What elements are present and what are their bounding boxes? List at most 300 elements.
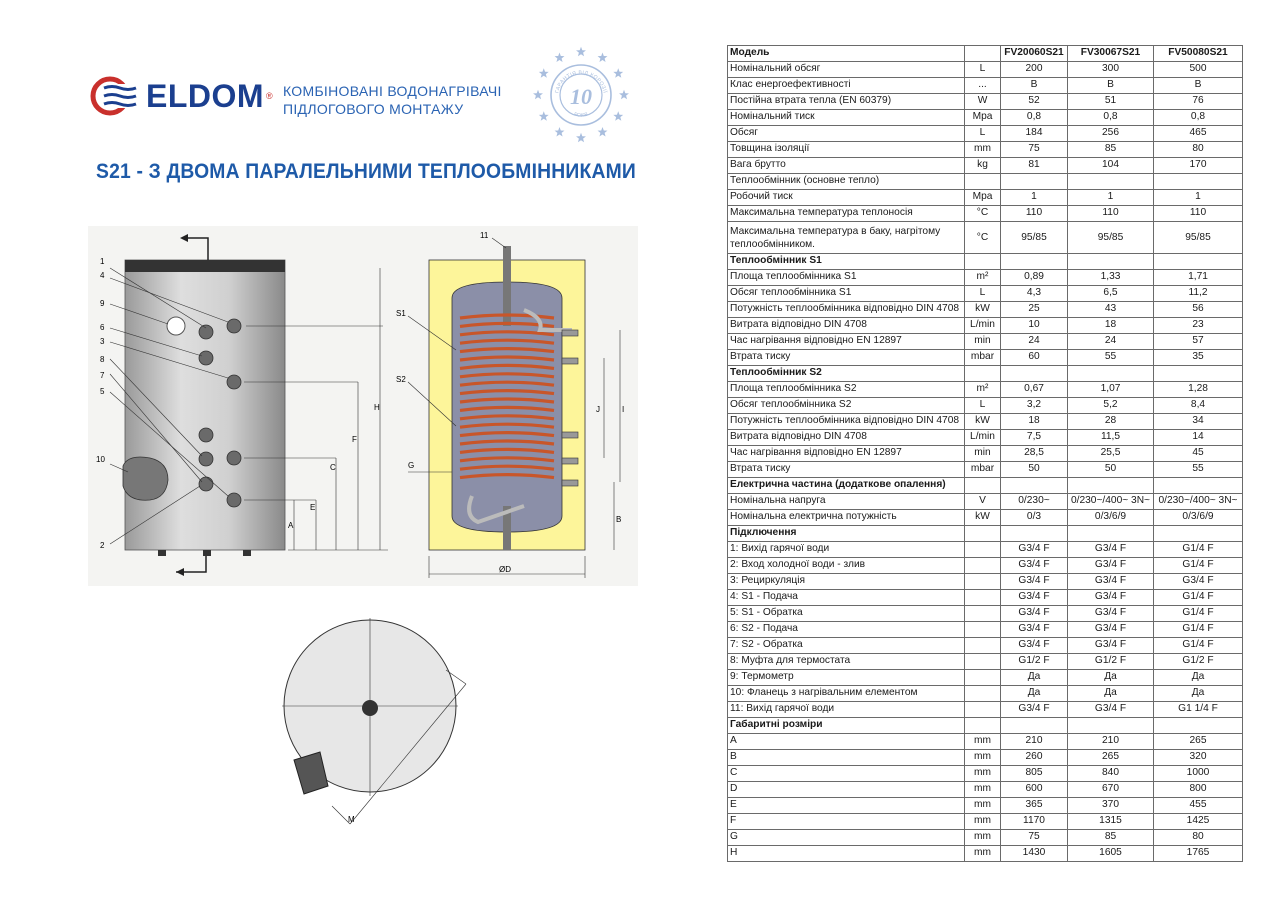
cell-model-2 bbox=[1068, 174, 1154, 190]
cell-model-2: 0,8 bbox=[1068, 110, 1154, 126]
cell-unit: L bbox=[965, 62, 1001, 78]
cell-model-2: 210 bbox=[1068, 734, 1154, 750]
cell-model-3: 1,71 bbox=[1154, 270, 1243, 286]
cell-unit bbox=[965, 174, 1001, 190]
label-7: 7 bbox=[100, 371, 105, 380]
cell-parameter: Площа теплообмінника S2 bbox=[728, 382, 965, 398]
cell-model-3: G1/4 F bbox=[1154, 638, 1243, 654]
table-row bbox=[728, 158, 1243, 174]
badge-bottom-text: РОКІВ bbox=[573, 111, 589, 119]
cell-parameter: Номінальний тиск bbox=[728, 110, 965, 126]
cell-unit: °C bbox=[965, 206, 1001, 222]
cell-model-2: 24 bbox=[1068, 334, 1154, 350]
cell-model-3 bbox=[1154, 254, 1243, 270]
cell-model-1: 75 bbox=[1001, 142, 1068, 158]
cell-model-2: G3/4 F bbox=[1068, 574, 1154, 590]
cell-model-3: 80 bbox=[1154, 830, 1243, 846]
cell-model-1 bbox=[1001, 526, 1068, 542]
dim-c: C bbox=[330, 463, 336, 472]
cell-unit: Mpa bbox=[965, 190, 1001, 206]
cell-parameter: F bbox=[728, 814, 965, 830]
cell-model-1: 10 bbox=[1001, 318, 1068, 334]
cell-unit bbox=[965, 638, 1001, 654]
cell-model-2: 300 bbox=[1068, 62, 1154, 78]
cell-model-3: 14 bbox=[1154, 430, 1243, 446]
cell-model-1: G3/4 F bbox=[1001, 590, 1068, 606]
table-row bbox=[728, 606, 1243, 622]
badge-top-text: ГАРАНТІЯ ВІД КОРОЗІЇ bbox=[554, 69, 608, 94]
cell-model-3: G1/4 F bbox=[1154, 590, 1243, 606]
cell-model-2: G3/4 F bbox=[1068, 638, 1154, 654]
cell-model-3: 110 bbox=[1154, 206, 1243, 222]
label-s2: S2 bbox=[396, 375, 406, 384]
cell-unit: mbar bbox=[965, 462, 1001, 478]
cell-parameter: Теплообмінник (основне тепло) bbox=[728, 174, 965, 190]
cell-model-1: 600 bbox=[1001, 782, 1068, 798]
table-row bbox=[728, 734, 1243, 750]
cell-model-2: 43 bbox=[1068, 302, 1154, 318]
header-model-3: FV50080S21 bbox=[1154, 46, 1243, 62]
cell-parameter: 6: S2 - Подача bbox=[728, 622, 965, 638]
cell-unit bbox=[965, 558, 1001, 574]
cell-unit bbox=[965, 366, 1001, 382]
cell-unit: W bbox=[965, 94, 1001, 110]
cell-model-1: 260 bbox=[1001, 750, 1068, 766]
cell-model-2: 840 bbox=[1068, 766, 1154, 782]
table-row bbox=[728, 542, 1243, 558]
cell-model-3: G1/4 F bbox=[1154, 542, 1243, 558]
star-icon bbox=[598, 127, 608, 136]
cell-model-2: 50 bbox=[1068, 462, 1154, 478]
cell-model-1: 24 bbox=[1001, 334, 1068, 350]
cell-unit: min bbox=[965, 446, 1001, 462]
cell-model-1: G3/4 F bbox=[1001, 622, 1068, 638]
svg-text:РОКІВ bbox=[573, 111, 589, 118]
section-header-row bbox=[728, 718, 1243, 734]
tagline-line-2: ПІДЛОГОВОГО МОНТАЖУ bbox=[283, 101, 464, 117]
section-header-row bbox=[728, 526, 1243, 542]
cell-model-1: G3/4 F bbox=[1001, 606, 1068, 622]
cell-unit: °C bbox=[965, 222, 1001, 254]
table-row bbox=[728, 782, 1243, 798]
cell-model-1: 0/3 bbox=[1001, 510, 1068, 526]
cell-model-1: 60 bbox=[1001, 350, 1068, 366]
star-icon bbox=[613, 68, 623, 77]
cell-model-2 bbox=[1068, 526, 1154, 542]
cell-parameter: B bbox=[728, 750, 965, 766]
cell-model-1: 0,67 bbox=[1001, 382, 1068, 398]
cell-model-3: 465 bbox=[1154, 126, 1243, 142]
cell-model-2: G3/4 F bbox=[1068, 702, 1154, 718]
dim-b: B bbox=[616, 515, 622, 524]
cell-unit: m² bbox=[965, 382, 1001, 398]
section-view-diagram bbox=[394, 226, 638, 586]
table-row bbox=[728, 462, 1243, 478]
cell-parameter: D bbox=[728, 782, 965, 798]
label-8: 8 bbox=[100, 355, 105, 364]
cell-model-1 bbox=[1001, 718, 1068, 734]
cell-model-2: G1/2 F bbox=[1068, 654, 1154, 670]
cell-model-3: G3/4 F bbox=[1154, 574, 1243, 590]
cell-unit bbox=[965, 686, 1001, 702]
star-icon bbox=[533, 90, 543, 99]
table-row bbox=[728, 590, 1243, 606]
table-row bbox=[728, 670, 1243, 686]
cell-model-3: 95/85 bbox=[1154, 222, 1243, 254]
cell-unit: mm bbox=[965, 750, 1001, 766]
cell-unit: L/min bbox=[965, 430, 1001, 446]
table-row bbox=[728, 318, 1243, 334]
cell-model-2: 5,2 bbox=[1068, 398, 1154, 414]
header-unit bbox=[965, 46, 1001, 62]
cell-parameter: 3: Рециркуляція bbox=[728, 574, 965, 590]
cell-model-3: 35 bbox=[1154, 350, 1243, 366]
table-row bbox=[728, 302, 1243, 318]
cell-model-1: 50 bbox=[1001, 462, 1068, 478]
cell-model-3 bbox=[1154, 526, 1243, 542]
section-header-row bbox=[728, 366, 1243, 382]
cell-model-2: 1 bbox=[1068, 190, 1154, 206]
cell-unit: mbar bbox=[965, 350, 1001, 366]
cell-parameter: Втрата тиску bbox=[728, 350, 965, 366]
cell-unit: mm bbox=[965, 798, 1001, 814]
cell-model-3: 800 bbox=[1154, 782, 1243, 798]
cell-model-3: 265 bbox=[1154, 734, 1243, 750]
cell-model-3 bbox=[1154, 718, 1243, 734]
cell-model-1: 3,2 bbox=[1001, 398, 1068, 414]
badge-number: 10 bbox=[570, 84, 592, 109]
cell-unit bbox=[965, 254, 1001, 270]
cell-model-3: 170 bbox=[1154, 158, 1243, 174]
table-row bbox=[728, 270, 1243, 286]
table-row bbox=[728, 830, 1243, 846]
header-model: Модель bbox=[728, 46, 965, 62]
cell-parameter: Обсяг bbox=[728, 126, 965, 142]
cell-unit bbox=[965, 718, 1001, 734]
registered-mark: ® bbox=[266, 91, 273, 101]
cell-model-3: 57 bbox=[1154, 334, 1243, 350]
cell-model-1: 200 bbox=[1001, 62, 1068, 78]
cell-model-2: 18 bbox=[1068, 318, 1154, 334]
cell-unit: mm bbox=[965, 782, 1001, 798]
cell-model-2: G3/4 F bbox=[1068, 542, 1154, 558]
table-row bbox=[728, 206, 1243, 222]
cell-unit: m² bbox=[965, 270, 1001, 286]
cell-model-2: 25,5 bbox=[1068, 446, 1154, 462]
cell-unit bbox=[965, 478, 1001, 494]
cell-model-1: 95/85 bbox=[1001, 222, 1068, 254]
cell-model-3: 0,8 bbox=[1154, 110, 1243, 126]
cell-model-3: 80 bbox=[1154, 142, 1243, 158]
label-10: 10 bbox=[96, 455, 105, 464]
cell-model-1 bbox=[1001, 174, 1068, 190]
cell-model-3: 11,2 bbox=[1154, 286, 1243, 302]
cell-parameter: 1: Вихід гарячої води bbox=[728, 542, 965, 558]
cell-unit bbox=[965, 654, 1001, 670]
table-row bbox=[728, 846, 1243, 862]
table-row bbox=[728, 686, 1243, 702]
table-row bbox=[728, 798, 1243, 814]
cell-parameter: Потужність теплообмінника відповідно DIN 4708 bbox=[728, 414, 965, 430]
cell-parameter: 9: Термометр bbox=[728, 670, 965, 686]
table-row bbox=[728, 446, 1243, 462]
cell-model-1: 0/230~ bbox=[1001, 494, 1068, 510]
label-5: 5 bbox=[100, 387, 105, 396]
star-icon bbox=[555, 53, 565, 62]
cell-model-2: 85 bbox=[1068, 830, 1154, 846]
dim-i: I bbox=[622, 405, 625, 414]
cell-model-3: 0/3/6/9 bbox=[1154, 510, 1243, 526]
cell-model-1: 210 bbox=[1001, 734, 1068, 750]
cell-model-1: 52 bbox=[1001, 94, 1068, 110]
dim-m: M bbox=[348, 815, 355, 824]
warranty-badge bbox=[528, 42, 634, 148]
cell-parameter: Площа теплообмінника S1 bbox=[728, 270, 965, 286]
cell-model-1: 365 bbox=[1001, 798, 1068, 814]
cell-parameter: Максимальна температура теплоносія bbox=[728, 206, 965, 222]
cell-parameter: Витрата відповідно DIN 4708 bbox=[728, 318, 965, 334]
cell-model-2: 370 bbox=[1068, 798, 1154, 814]
cell-model-3: 1765 bbox=[1154, 846, 1243, 862]
cell-model-2: 0/230~/400~ 3N~ bbox=[1068, 494, 1154, 510]
cell-model-2: 104 bbox=[1068, 158, 1154, 174]
cell-parameter: Габаритні розміри bbox=[728, 718, 965, 734]
cell-model-3: G1/4 F bbox=[1154, 606, 1243, 622]
cell-model-3: G1/4 F bbox=[1154, 622, 1243, 638]
cell-model-2: 1315 bbox=[1068, 814, 1154, 830]
table-row bbox=[728, 286, 1243, 302]
cell-model-3: 1,28 bbox=[1154, 382, 1243, 398]
cell-model-1: Да bbox=[1001, 670, 1068, 686]
section-header-row bbox=[728, 254, 1243, 270]
label-g: G bbox=[408, 461, 415, 470]
cell-model-3: 76 bbox=[1154, 94, 1243, 110]
cell-model-1: 75 bbox=[1001, 830, 1068, 846]
star-icon bbox=[555, 127, 565, 136]
cell-parameter: 10: Фланець з нагрівальним елементом bbox=[728, 686, 965, 702]
cell-model-1: G3/4 F bbox=[1001, 702, 1068, 718]
header-model-2: FV30067S21 bbox=[1068, 46, 1154, 62]
dim-h: H bbox=[374, 403, 380, 412]
cell-model-1: G3/4 F bbox=[1001, 574, 1068, 590]
label-2: 2 bbox=[100, 541, 105, 550]
star-icon bbox=[539, 68, 549, 77]
cell-unit: mm bbox=[965, 846, 1001, 862]
cell-model-2: 110 bbox=[1068, 206, 1154, 222]
cell-model-2: 0/3/6/9 bbox=[1068, 510, 1154, 526]
top-view-diagram bbox=[266, 610, 476, 850]
cell-model-3: 55 bbox=[1154, 462, 1243, 478]
cell-unit: L bbox=[965, 126, 1001, 142]
cell-parameter: 11: Вихід гарячої води bbox=[728, 702, 965, 718]
cell-model-1: 0,8 bbox=[1001, 110, 1068, 126]
cell-model-1: G1/2 F bbox=[1001, 654, 1068, 670]
cell-model-2: 11,5 bbox=[1068, 430, 1154, 446]
cell-parameter: Номінальна електрична потужність bbox=[728, 510, 965, 526]
cell-model-1: 28,5 bbox=[1001, 446, 1068, 462]
cell-unit: L/min bbox=[965, 318, 1001, 334]
cell-parameter: Постійна втрата тепла (EN 60379) bbox=[728, 94, 965, 110]
table-row bbox=[728, 222, 1243, 254]
cell-model-1: 1430 bbox=[1001, 846, 1068, 862]
eldom-logo-icon bbox=[90, 76, 144, 116]
cell-parameter: 8: Муфта для термостата bbox=[728, 654, 965, 670]
cell-unit: kg bbox=[965, 158, 1001, 174]
cell-model-3: B bbox=[1154, 78, 1243, 94]
label-4: 4 bbox=[100, 271, 105, 280]
cell-parameter: Втрата тиску bbox=[728, 462, 965, 478]
dim-f: F bbox=[352, 435, 357, 444]
section-header-row bbox=[728, 478, 1243, 494]
star-icon bbox=[613, 111, 623, 120]
cell-unit bbox=[965, 590, 1001, 606]
cell-model-1: 18 bbox=[1001, 414, 1068, 430]
star-icon bbox=[576, 47, 586, 56]
cell-model-2: 670 bbox=[1068, 782, 1154, 798]
cell-model-2 bbox=[1068, 718, 1154, 734]
cell-parameter: 2: Вход холодної води - злив bbox=[728, 558, 965, 574]
cell-model-3: 34 bbox=[1154, 414, 1243, 430]
cell-model-2: 256 bbox=[1068, 126, 1154, 142]
cell-parameter: Клас енергоефективності bbox=[728, 78, 965, 94]
cell-parameter: G bbox=[728, 830, 965, 846]
cell-model-1: 7,5 bbox=[1001, 430, 1068, 446]
dim-j: J bbox=[596, 405, 600, 414]
cell-parameter: Час нагрівання відповідно EN 12897 bbox=[728, 334, 965, 350]
cell-parameter: Обсяг теплообмінника S1 bbox=[728, 286, 965, 302]
cell-model-1 bbox=[1001, 366, 1068, 382]
cell-model-3: 1000 bbox=[1154, 766, 1243, 782]
table-row bbox=[728, 78, 1243, 94]
cell-model-1: 0,89 bbox=[1001, 270, 1068, 286]
cell-unit: Mpa bbox=[965, 110, 1001, 126]
cell-parameter: A bbox=[728, 734, 965, 750]
cell-unit: mm bbox=[965, 766, 1001, 782]
cell-model-3 bbox=[1154, 478, 1243, 494]
cell-parameter: Витрата відповідно DIN 4708 bbox=[728, 430, 965, 446]
cell-model-2: 51 bbox=[1068, 94, 1154, 110]
cell-parameter: Підключення bbox=[728, 526, 965, 542]
cell-unit bbox=[965, 606, 1001, 622]
cell-model-3: 1 bbox=[1154, 190, 1243, 206]
cell-model-1: 805 bbox=[1001, 766, 1068, 782]
cell-model-1 bbox=[1001, 254, 1068, 270]
label-9: 9 bbox=[100, 299, 105, 308]
table-row bbox=[728, 382, 1243, 398]
label-s1: S1 bbox=[396, 309, 406, 318]
cell-model-2: 1,33 bbox=[1068, 270, 1154, 286]
cell-unit: L bbox=[965, 398, 1001, 414]
cell-unit: kW bbox=[965, 510, 1001, 526]
cell-model-2: 95/85 bbox=[1068, 222, 1154, 254]
table-row bbox=[728, 622, 1243, 638]
label-11: 11 bbox=[480, 231, 489, 240]
cell-model-2: 1,07 bbox=[1068, 382, 1154, 398]
table-row bbox=[728, 558, 1243, 574]
cell-unit: kW bbox=[965, 302, 1001, 318]
product-tagline bbox=[283, 82, 502, 118]
table-row bbox=[728, 334, 1243, 350]
cell-unit bbox=[965, 670, 1001, 686]
cell-model-3 bbox=[1154, 366, 1243, 382]
cell-model-1: G3/4 F bbox=[1001, 558, 1068, 574]
cell-model-1 bbox=[1001, 478, 1068, 494]
cell-unit: mm bbox=[965, 814, 1001, 830]
cell-model-3: 8,4 bbox=[1154, 398, 1243, 414]
cell-unit: mm bbox=[965, 734, 1001, 750]
cell-model-2 bbox=[1068, 478, 1154, 494]
star-icon bbox=[576, 133, 586, 142]
cell-parameter: Час нагрівання відповідно EN 12897 bbox=[728, 446, 965, 462]
cell-parameter: E bbox=[728, 798, 965, 814]
cell-model-3: 23 bbox=[1154, 318, 1243, 334]
header-model-1: FV20060S21 bbox=[1001, 46, 1068, 62]
cell-model-3: 0/230~/400~ 3N~ bbox=[1154, 494, 1243, 510]
cell-model-3: G1/4 F bbox=[1154, 558, 1243, 574]
cell-model-3: Да bbox=[1154, 670, 1243, 686]
cell-unit: mm bbox=[965, 830, 1001, 846]
spec-header-row bbox=[728, 46, 1243, 62]
cell-model-2: G3/4 F bbox=[1068, 622, 1154, 638]
table-row bbox=[728, 398, 1243, 414]
cell-model-3: 45 bbox=[1154, 446, 1243, 462]
table-row bbox=[728, 766, 1243, 782]
table-row bbox=[728, 702, 1243, 718]
star-icon bbox=[539, 111, 549, 120]
brand-name: ELDOM bbox=[146, 77, 265, 114]
cell-model-1: 81 bbox=[1001, 158, 1068, 174]
cell-model-2 bbox=[1068, 366, 1154, 382]
table-row bbox=[728, 750, 1243, 766]
cell-model-1: 25 bbox=[1001, 302, 1068, 318]
cell-unit bbox=[965, 542, 1001, 558]
cell-unit: kW bbox=[965, 414, 1001, 430]
table-row bbox=[728, 430, 1243, 446]
cell-unit: mm bbox=[965, 142, 1001, 158]
table-row bbox=[728, 414, 1243, 430]
cell-model-1: G3/4 F bbox=[1001, 638, 1068, 654]
table-row bbox=[728, 190, 1243, 206]
cell-model-2: 1605 bbox=[1068, 846, 1154, 862]
table-row bbox=[728, 142, 1243, 158]
cell-unit bbox=[965, 702, 1001, 718]
cell-model-1: 184 bbox=[1001, 126, 1068, 142]
dim-a: A bbox=[288, 521, 294, 530]
cell-unit: L bbox=[965, 286, 1001, 302]
cell-model-1: G3/4 F bbox=[1001, 542, 1068, 558]
cell-parameter: 4: S1 - Подача bbox=[728, 590, 965, 606]
table-row bbox=[728, 510, 1243, 526]
cell-model-3: 1425 bbox=[1154, 814, 1243, 830]
cell-parameter: H bbox=[728, 846, 965, 862]
cell-unit: ... bbox=[965, 78, 1001, 94]
cell-model-1: B bbox=[1001, 78, 1068, 94]
cell-model-2: Да bbox=[1068, 686, 1154, 702]
table-row bbox=[728, 94, 1243, 110]
cell-parameter: Номінальна напруга bbox=[728, 494, 965, 510]
cell-model-2: B bbox=[1068, 78, 1154, 94]
cell-parameter: Теплообмінник S1 bbox=[728, 254, 965, 270]
table-row bbox=[728, 174, 1243, 190]
front-view-diagram bbox=[88, 226, 400, 586]
cell-model-1: 1170 bbox=[1001, 814, 1068, 830]
star-icon bbox=[619, 90, 629, 99]
spec-table-body bbox=[728, 46, 1243, 862]
cell-parameter: 7: S2 - Обратка bbox=[728, 638, 965, 654]
cell-model-2: 85 bbox=[1068, 142, 1154, 158]
cell-parameter: Обсяг теплообмінника S2 bbox=[728, 398, 965, 414]
cell-model-2: G3/4 F bbox=[1068, 558, 1154, 574]
